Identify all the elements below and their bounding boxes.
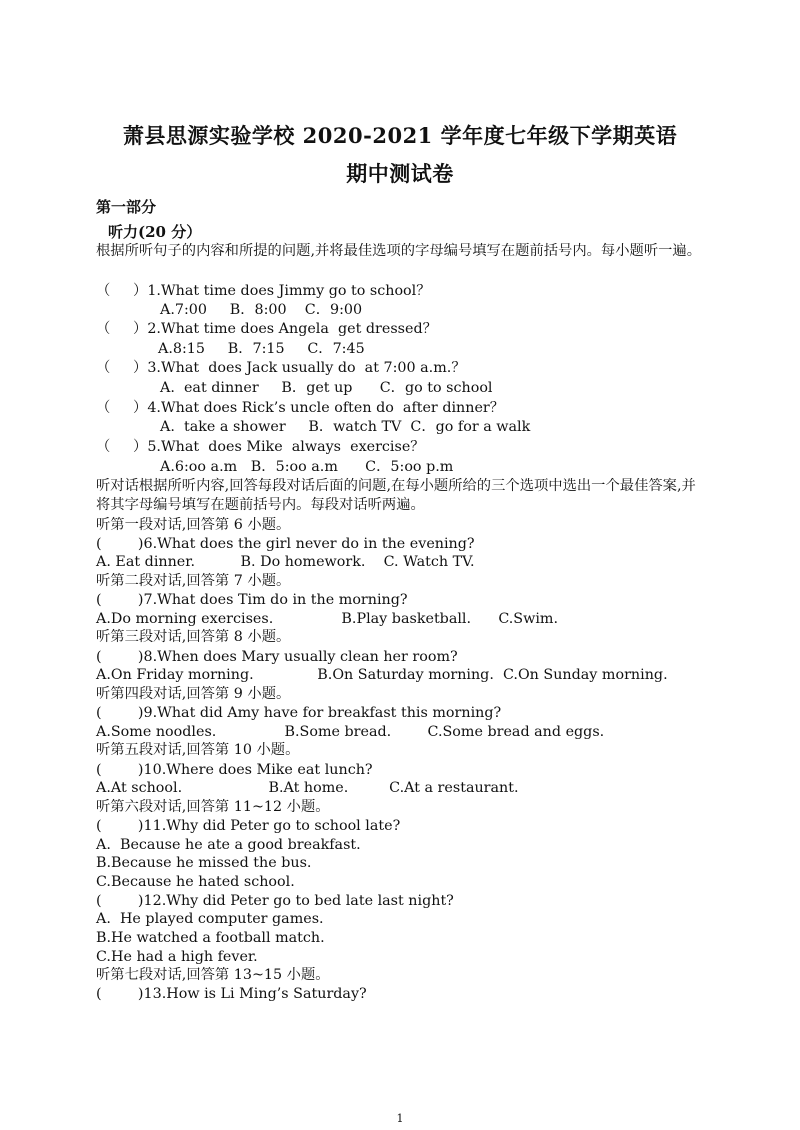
question-4: （ ）4.What does Rick’s uncle often do after dinner？ (96, 400, 505, 416)
dialogue-4-heading: 听第四段对话,回答第 9 小题。 (96, 686, 291, 702)
question-2-options: A.8:15 B．7:15 C．7:45 (158, 341, 365, 357)
question-6-options: A. Eat dinner. B. Do homework. C. Watch TV. (96, 554, 475, 570)
question-10-options: A.At school. B.At home. C.At a restaurant. (96, 780, 519, 796)
question-4-options: A. take a shower B．watch TV C．go for a walk (160, 419, 531, 435)
question-3: （ ）3.What does Jack usually do at 7:00 a.m.？ (96, 360, 466, 376)
dialogue-6-heading: 听第六段对话,回答第 11~12 小题。 (96, 799, 330, 815)
question-13: ( )13.How is Li Ming’s Saturday? (96, 986, 367, 1002)
question-9: ( )9.What did Amy have for breakfast this morning? (96, 705, 502, 721)
question-5: （ ）5.What does Mike always exercise？ (96, 439, 425, 455)
question-9-options: A.Some noodles. B.Some bread. C.Some bread and eggs. (96, 724, 605, 740)
question-8: ( )8.When does Mary usually clean her room? (96, 649, 458, 665)
dialogue-3-heading: 听第三段对话,回答第 8 小题。 (96, 629, 291, 645)
question-1-options: A.7:00 B．8:00 C．9:00 (160, 302, 363, 318)
question-11: ( )11.Why did Peter go to school late? (96, 818, 401, 834)
question-12-option-b: B.He watched a football match. (96, 930, 325, 946)
question-12: ( )12.Why did Peter go to bed late last night? (96, 893, 454, 909)
part-heading: 第一部分 (96, 198, 157, 216)
question-11-option-b: B.Because he missed the bus. (96, 855, 312, 871)
question-5-options: A.6:oo a.m B．5:oo a.m C．5:oo p.m (160, 459, 454, 475)
question-10: ( )10.Where does Mike eat lunch? (96, 762, 373, 778)
page-number: 1 (396, 1112, 404, 1125)
question-12-option-c: C.He had a high fever. (96, 949, 258, 965)
question-2: （ ）2.What time does Angela get dressed？ (96, 321, 437, 337)
title-line-1: 萧县思源实验学校 2020-2021 学年度七年级下学期英语 (122, 123, 678, 148)
question-3-options: A. eat dinner B．get up C．go to school (160, 380, 493, 396)
instruction-1: 根据所听句子的内容和所提的问题,并将最佳选项的字母编号填写在题前括号内。每小题听一遍。 (96, 243, 702, 259)
question-6: ( )6.What does the girl never do in the evening? (96, 536, 475, 552)
question-1: （ ）1.What time does Jimmy go to school？ (96, 283, 431, 299)
question-11-option-c: C.Because he hated school. (96, 874, 295, 890)
question-7-options: A.Do morning exercises. B.Play basketball. C.Swim. (96, 611, 558, 627)
question-12-option-a: A. He played computer games. (96, 911, 324, 927)
question-7: ( )7.What does Tim do in the morning? (96, 592, 408, 608)
question-8-options: A.On Friday morning. B.On Saturday morning. C.On Sunday morning. (96, 667, 668, 683)
dialogue-7-heading: 听第七段对话,回答第 13~15 小题。 (96, 967, 330, 983)
dialogue-5-heading: 听第五段对话,回答第 10 小题。 (96, 742, 300, 758)
section-heading: 听力(20 分） (108, 223, 202, 241)
instruction-2: 听对话根据所听内容,回答每段对话后面的问题,在每小题所给的三个选项中选出一个最佳答案,并将其字母编号填写在题前括号内。每段对话听两遍。 (96, 478, 696, 513)
question-11-option-a: A. Because he ate a good breakfast. (96, 837, 361, 853)
dialogue-1-heading: 听第一段对话,回答第 6 小题。 (96, 517, 291, 533)
title-line-2: 期中测试卷 (346, 161, 454, 186)
dialogue-2-heading: 听第二段对话,回答第 7 小题。 (96, 573, 291, 589)
